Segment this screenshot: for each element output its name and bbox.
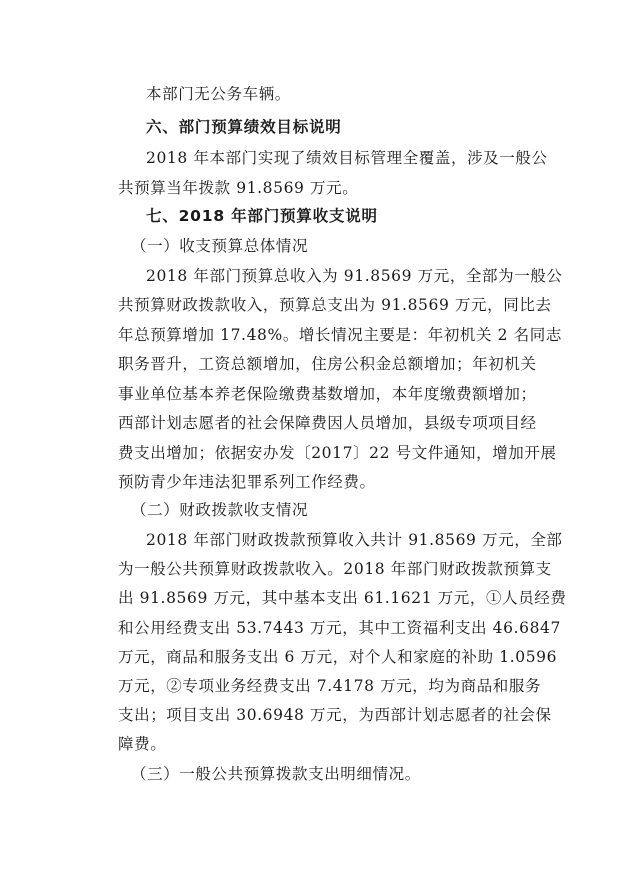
- paragraph-overall-line-8: 预防青少年违法犯罪系列工作经费。: [118, 473, 376, 491]
- paragraph-overall-line-3: 年总预算增加 17.48%。增长情况主要是：年初机关 2 名同志: [118, 326, 562, 344]
- paragraph-fiscal-line-8: 障费。: [118, 735, 167, 753]
- paragraph-overall-line-5: 事业单位基本养老保险缴费基数增加，本年度缴费额增加；: [118, 385, 537, 403]
- paragraph-overall-line-7: 费支出增加；依据安办发〔2017〕22 号文件通知，增加开展: [118, 444, 557, 462]
- paragraph-overall-line-1: 2018 年部门预算总收入为 91.8569 万元，全部为一般公: [146, 267, 563, 285]
- paragraph-fiscal-line-3: 出 91.8569 万元，其中基本支出 61.1621 万元，①人员经费: [118, 589, 567, 607]
- paragraph-overall-line-6: 西部计划志愿者的社会保障费因人员增加，县级专项项目经: [118, 414, 537, 432]
- paragraph-overall-line-2: 共预算财政拨款收入，预算总支出为 91.8569 万元，同比去: [118, 296, 552, 314]
- subsection-heading-1: （一）收支预算总体情况: [131, 237, 309, 255]
- section-heading-6: 六、部门预算绩效目标说明: [146, 118, 342, 136]
- paragraph-performance-line-1: 2018 年本部门实现了绩效目标管理全覆盖，涉及一般公: [146, 149, 548, 167]
- paragraph-overall-line-4: 职务晋升，工资总额增加，住房公积金总额增加；年初机关: [118, 355, 537, 373]
- paragraph-fiscal-line-5: 万元，商品和服务支出 6 万元，对个人和家庭的补助 1.0596: [118, 648, 558, 666]
- paragraph-fiscal-line-6: 万元，②专项业务经费支出 7.4178 万元，均为商品和服务: [118, 677, 542, 695]
- paragraph-performance-line-2: 共预算当年拨款 91.8569 万元。: [118, 179, 359, 197]
- paragraph-fiscal-line-4: 和公用经费支出 53.7443 万元，其中工资福利支出 46.6847: [118, 619, 561, 637]
- subsection-heading-2: （二）财政拨款收支情况: [131, 501, 309, 519]
- paragraph-fiscal-line-7: 支出；项目支出 30.6948 万元，为西部计划志愿者的社会保: [118, 706, 552, 724]
- paragraph-fiscal-line-2: 为一般公共预算财政拨款收入。2018 年部门财政拨款预算支: [118, 560, 552, 578]
- subsection-heading-3: （三）一般公共预算拨款支出明细情况。: [131, 765, 421, 783]
- section-heading-7: 七、2018 年部门预算收支说明: [146, 207, 378, 225]
- paragraph-fiscal-line-1: 2018 年部门财政拨款预算收入共计 91.8569 万元，全部: [146, 531, 563, 549]
- paragraph-vehicles-line: 本部门无公务车辆。: [146, 85, 291, 103]
